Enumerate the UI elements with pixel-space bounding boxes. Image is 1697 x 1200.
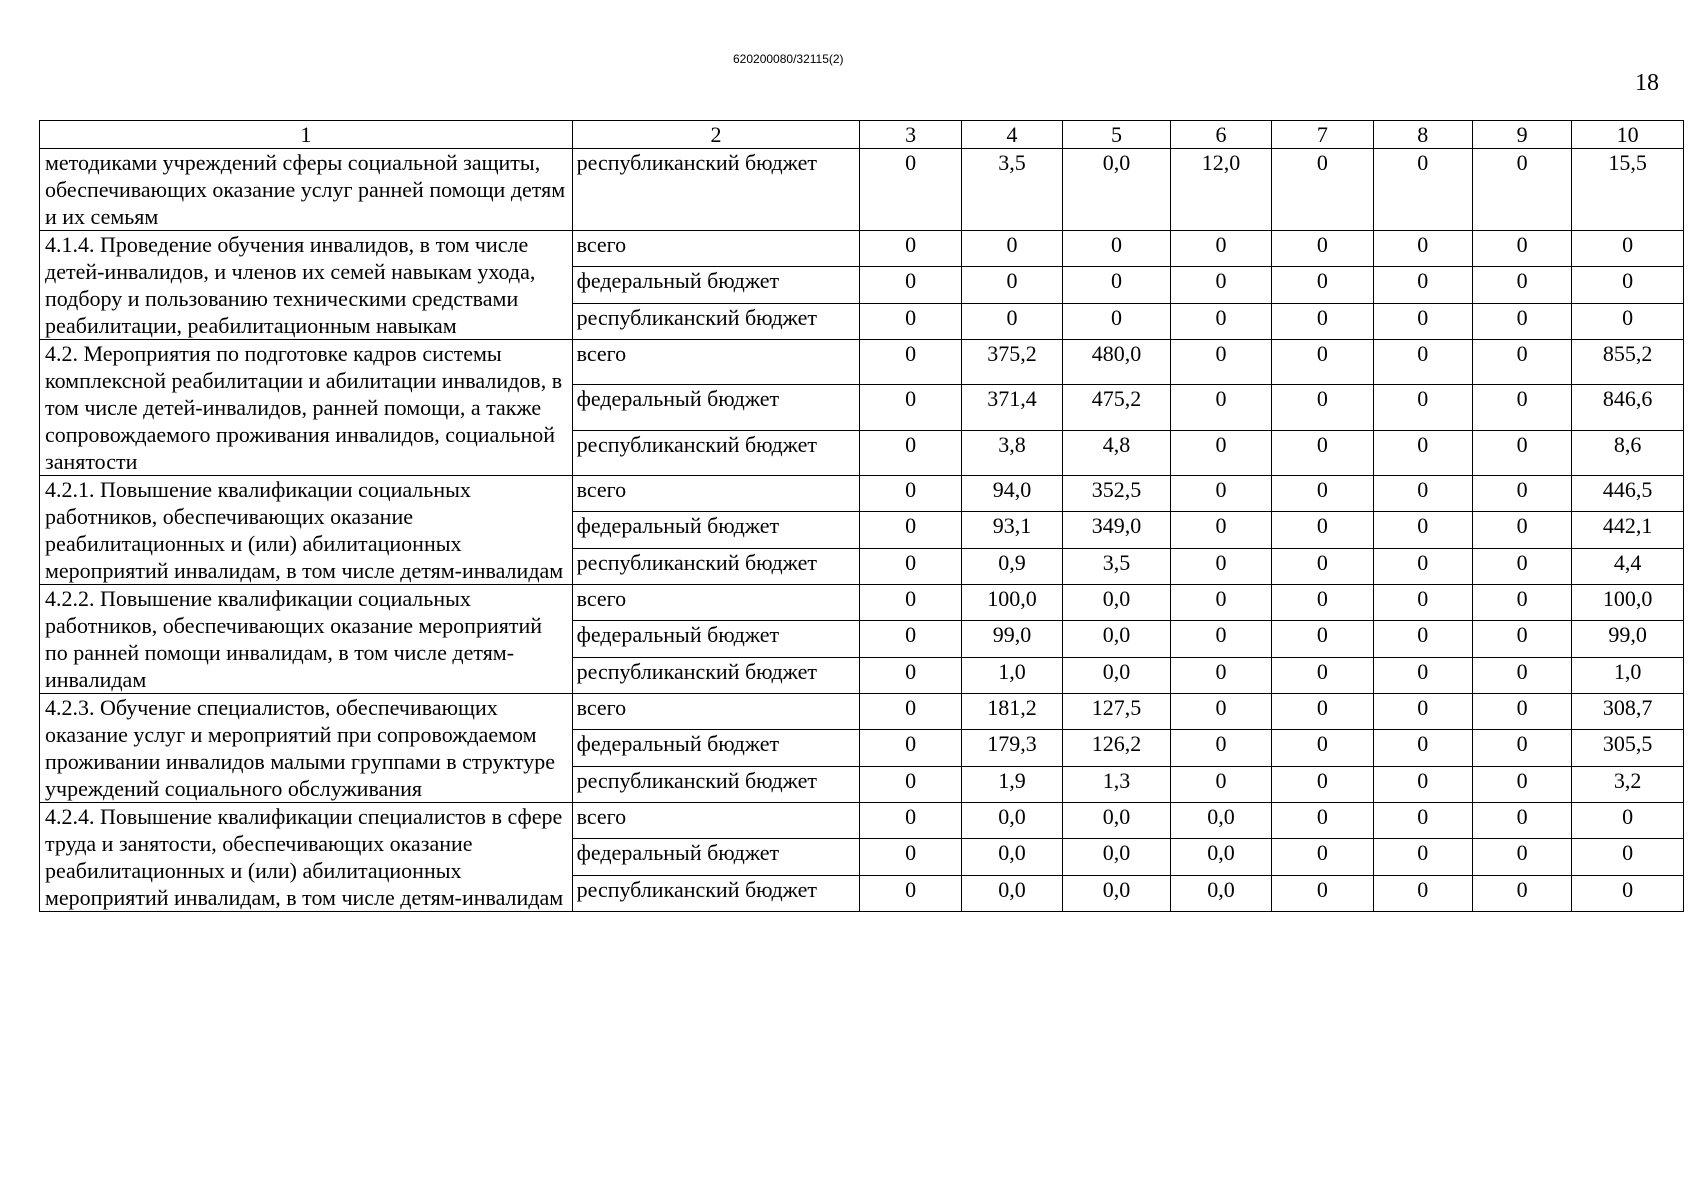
value-cell-col-7: 0 bbox=[1272, 340, 1373, 385]
value-cell-col-4: 100,0 bbox=[961, 585, 1062, 621]
value-cell-col-9: 0 bbox=[1472, 303, 1571, 339]
value-cell-col-5: 480,0 bbox=[1063, 340, 1171, 385]
value-cell-col-4: 93,1 bbox=[961, 512, 1062, 548]
table-row bbox=[40, 476, 1684, 512]
funding-source: федеральный бюджет bbox=[572, 267, 860, 303]
value-cell-col-8: 0 bbox=[1373, 385, 1472, 430]
table-row bbox=[40, 803, 1684, 839]
column-header-7: 7 bbox=[1272, 121, 1373, 149]
measure-description: 4.1.4. Проведение обучения инвалидов, в том числе детей-инвалидов, и членов их семей навыкам ухода, подбору и пользованию техническими средствами реабилитации, реабилитационным навыкам bbox=[40, 231, 573, 340]
value-cell-col-4: 0,9 bbox=[961, 548, 1062, 584]
value-cell-col-3: 0 bbox=[860, 231, 961, 267]
funding-source: всего bbox=[572, 231, 860, 267]
value-cell-col-10: 855,2 bbox=[1572, 340, 1684, 385]
value-cell-col-4: 0,0 bbox=[961, 875, 1062, 911]
value-cell-col-9: 0 bbox=[1472, 512, 1571, 548]
value-cell-col-8: 0 bbox=[1373, 839, 1472, 875]
value-cell-col-5: 3,5 bbox=[1063, 548, 1171, 584]
value-cell-col-9: 0 bbox=[1472, 621, 1571, 657]
value-cell-col-5: 0 bbox=[1063, 303, 1171, 339]
value-cell-col-10: 0 bbox=[1572, 267, 1684, 303]
table-row bbox=[40, 231, 1684, 267]
table-row bbox=[40, 149, 1684, 231]
value-cell-col-6: 0 bbox=[1170, 267, 1271, 303]
value-cell-col-6: 0 bbox=[1170, 766, 1271, 802]
table-row bbox=[40, 585, 1684, 621]
value-cell-col-5: 349,0 bbox=[1063, 512, 1171, 548]
value-cell-col-5: 475,2 bbox=[1063, 385, 1171, 430]
value-cell-col-3: 0 bbox=[860, 430, 961, 475]
value-cell-col-3: 0 bbox=[860, 875, 961, 911]
value-cell-col-6: 0 bbox=[1170, 548, 1271, 584]
funding-source: республиканский бюджет bbox=[572, 766, 860, 802]
document-code: 620200080/32115(2) bbox=[733, 52, 844, 66]
value-cell-col-10: 0 bbox=[1572, 303, 1684, 339]
value-cell-col-10: 0 bbox=[1572, 231, 1684, 267]
value-cell-col-5: 0,0 bbox=[1063, 585, 1171, 621]
value-cell-col-4: 371,4 bbox=[961, 385, 1062, 430]
value-cell-col-8: 0 bbox=[1373, 875, 1472, 911]
value-cell-col-6: 0 bbox=[1170, 512, 1271, 548]
value-cell-col-4: 1,9 bbox=[961, 766, 1062, 802]
measure-description: методиками учреждений сферы социальной защиты, обеспечивающих оказание услуг ранней помощи детям и их семьям bbox=[40, 149, 573, 231]
value-cell-col-3: 0 bbox=[860, 476, 961, 512]
funding-source: республиканский бюджет bbox=[572, 548, 860, 584]
value-cell-col-9: 0 bbox=[1472, 548, 1571, 584]
value-cell-col-9: 0 bbox=[1472, 730, 1571, 766]
value-cell-col-6: 0,0 bbox=[1170, 803, 1271, 839]
value-cell-col-3: 0 bbox=[860, 267, 961, 303]
value-cell-col-8: 0 bbox=[1373, 149, 1472, 231]
value-cell-col-6: 0 bbox=[1170, 340, 1271, 385]
value-cell-col-10: 1,0 bbox=[1572, 657, 1684, 693]
value-cell-col-8: 0 bbox=[1373, 476, 1472, 512]
value-cell-col-6: 0 bbox=[1170, 231, 1271, 267]
value-cell-col-4: 375,2 bbox=[961, 340, 1062, 385]
value-cell-col-3: 0 bbox=[860, 585, 961, 621]
value-cell-col-3: 0 bbox=[860, 766, 961, 802]
column-header-5: 5 bbox=[1063, 121, 1171, 149]
value-cell-col-9: 0 bbox=[1472, 267, 1571, 303]
value-cell-col-6: 0 bbox=[1170, 476, 1271, 512]
measure-description: 4.2.4. Повышение квалификации специалистов в сфере труда и занятости, обеспечивающих оказание реабилитационных и (или) абилитационных мероприятий инвалидам, в том числе детям-инвалидам bbox=[40, 803, 573, 912]
funding-source: всего bbox=[572, 803, 860, 839]
value-cell-col-9: 0 bbox=[1472, 839, 1571, 875]
funding-source: республиканский бюджет bbox=[572, 657, 860, 693]
value-cell-col-5: 0 bbox=[1063, 267, 1171, 303]
value-cell-col-9: 0 bbox=[1472, 766, 1571, 802]
value-cell-col-3: 0 bbox=[860, 548, 961, 584]
value-cell-col-8: 0 bbox=[1373, 803, 1472, 839]
value-cell-col-9: 0 bbox=[1472, 430, 1571, 475]
value-cell-col-6: 0 bbox=[1170, 621, 1271, 657]
value-cell-col-5: 127,5 bbox=[1063, 694, 1171, 730]
value-cell-col-7: 0 bbox=[1272, 512, 1373, 548]
value-cell-col-10: 15,5 bbox=[1572, 149, 1684, 231]
value-cell-col-3: 0 bbox=[860, 303, 961, 339]
funding-source: республиканский бюджет bbox=[572, 303, 860, 339]
value-cell-col-7: 0 bbox=[1272, 303, 1373, 339]
value-cell-col-5: 0,0 bbox=[1063, 149, 1171, 231]
value-cell-col-10: 0 bbox=[1572, 875, 1684, 911]
value-cell-col-3: 0 bbox=[860, 149, 961, 231]
value-cell-col-4: 0 bbox=[961, 231, 1062, 267]
value-cell-col-10: 0 bbox=[1572, 839, 1684, 875]
value-cell-col-5: 0,0 bbox=[1063, 621, 1171, 657]
value-cell-col-3: 0 bbox=[860, 621, 961, 657]
value-cell-col-6: 0 bbox=[1170, 585, 1271, 621]
value-cell-col-4: 1,0 bbox=[961, 657, 1062, 693]
value-cell-col-7: 0 bbox=[1272, 267, 1373, 303]
value-cell-col-7: 0 bbox=[1272, 621, 1373, 657]
value-cell-col-6: 0 bbox=[1170, 385, 1271, 430]
value-cell-col-9: 0 bbox=[1472, 385, 1571, 430]
value-cell-col-7: 0 bbox=[1272, 149, 1373, 231]
column-header-8: 8 bbox=[1373, 121, 1472, 149]
value-cell-col-3: 0 bbox=[860, 385, 961, 430]
funding-source: республиканский бюджет bbox=[572, 875, 860, 911]
funding-source: федеральный бюджет bbox=[572, 621, 860, 657]
value-cell-col-6: 0 bbox=[1170, 303, 1271, 339]
value-cell-col-10: 3,2 bbox=[1572, 766, 1684, 802]
value-cell-col-9: 0 bbox=[1472, 476, 1571, 512]
value-cell-col-6: 0 bbox=[1170, 430, 1271, 475]
column-header-4: 4 bbox=[961, 121, 1062, 149]
value-cell-col-3: 0 bbox=[860, 512, 961, 548]
value-cell-col-5: 0,0 bbox=[1063, 803, 1171, 839]
header-row bbox=[40, 121, 1684, 149]
value-cell-col-10: 846,6 bbox=[1572, 385, 1684, 430]
value-cell-col-8: 0 bbox=[1373, 548, 1472, 584]
value-cell-col-3: 0 bbox=[860, 340, 961, 385]
value-cell-col-5: 126,2 bbox=[1063, 730, 1171, 766]
value-cell-col-8: 0 bbox=[1373, 340, 1472, 385]
value-cell-col-6: 0 bbox=[1170, 730, 1271, 766]
value-cell-col-7: 0 bbox=[1272, 430, 1373, 475]
value-cell-col-4: 3,5 bbox=[961, 149, 1062, 231]
value-cell-col-9: 0 bbox=[1472, 694, 1571, 730]
value-cell-col-6: 0,0 bbox=[1170, 875, 1271, 911]
value-cell-col-7: 0 bbox=[1272, 875, 1373, 911]
value-cell-col-5: 0 bbox=[1063, 231, 1171, 267]
column-header-9: 9 bbox=[1472, 121, 1571, 149]
value-cell-col-4: 3,8 bbox=[961, 430, 1062, 475]
value-cell-col-10: 99,0 bbox=[1572, 621, 1684, 657]
value-cell-col-4: 179,3 bbox=[961, 730, 1062, 766]
value-cell-col-5: 1,3 bbox=[1063, 766, 1171, 802]
value-cell-col-7: 0 bbox=[1272, 730, 1373, 766]
value-cell-col-5: 4,8 bbox=[1063, 430, 1171, 475]
value-cell-col-3: 0 bbox=[860, 730, 961, 766]
value-cell-col-10: 442,1 bbox=[1572, 512, 1684, 548]
page-number: 18 bbox=[1635, 70, 1659, 96]
value-cell-col-10: 4,4 bbox=[1572, 548, 1684, 584]
value-cell-col-4: 99,0 bbox=[961, 621, 1062, 657]
value-cell-col-6: 0 bbox=[1170, 694, 1271, 730]
value-cell-col-5: 0,0 bbox=[1063, 839, 1171, 875]
value-cell-col-9: 0 bbox=[1472, 149, 1571, 231]
funding-source: всего bbox=[572, 694, 860, 730]
value-cell-col-7: 0 bbox=[1272, 839, 1373, 875]
value-cell-col-9: 0 bbox=[1472, 585, 1571, 621]
value-cell-col-8: 0 bbox=[1373, 657, 1472, 693]
value-cell-col-4: 0,0 bbox=[961, 839, 1062, 875]
value-cell-col-10: 0 bbox=[1572, 803, 1684, 839]
value-cell-col-5: 0,0 bbox=[1063, 875, 1171, 911]
value-cell-col-5: 0,0 bbox=[1063, 657, 1171, 693]
value-cell-col-8: 0 bbox=[1373, 694, 1472, 730]
value-cell-col-7: 0 bbox=[1272, 585, 1373, 621]
value-cell-col-6: 0,0 bbox=[1170, 839, 1271, 875]
value-cell-col-7: 0 bbox=[1272, 385, 1373, 430]
measure-description: 4.2.1. Повышение квалификации социальных работников, обеспечивающих оказание реабилитационных и (или) абилитационных мероприятий инвалидам, в том числе детям-инвалидам bbox=[40, 476, 573, 585]
value-cell-col-9: 0 bbox=[1472, 657, 1571, 693]
funding-source: всего bbox=[572, 585, 860, 621]
funding-source: республиканский бюджет bbox=[572, 149, 860, 231]
value-cell-col-8: 0 bbox=[1373, 512, 1472, 548]
value-cell-col-9: 0 bbox=[1472, 875, 1571, 911]
value-cell-col-3: 0 bbox=[860, 657, 961, 693]
funding-source: республиканский бюджет bbox=[572, 430, 860, 475]
measure-description: 4.2.3. Обучение специалистов, обеспечивающих оказание услуг и мероприятий при сопровождаемом проживании инвалидов малыми группами в структуре учреждений социального обслуживания bbox=[40, 694, 573, 803]
value-cell-col-6: 12,0 bbox=[1170, 149, 1271, 231]
value-cell-col-10: 308,7 bbox=[1572, 694, 1684, 730]
measure-description: 4.2. Мероприятия по подготовке кадров системы комплексной реабилитации и абилитации инвалидов, в том числе детей-инвалидов, ранней помощи, а также сопровождаемого проживания инвалидов, социальной занятости bbox=[40, 340, 573, 476]
funding-source: всего bbox=[572, 476, 860, 512]
value-cell-col-7: 0 bbox=[1272, 657, 1373, 693]
value-cell-col-8: 0 bbox=[1373, 730, 1472, 766]
value-cell-col-9: 0 bbox=[1472, 231, 1571, 267]
value-cell-col-8: 0 bbox=[1373, 430, 1472, 475]
value-cell-col-4: 94,0 bbox=[961, 476, 1062, 512]
column-header-3: 3 bbox=[860, 121, 961, 149]
funding-source: федеральный бюджет bbox=[572, 839, 860, 875]
value-cell-col-10: 100,0 bbox=[1572, 585, 1684, 621]
value-cell-col-3: 0 bbox=[860, 694, 961, 730]
column-header-2: 2 bbox=[572, 121, 860, 149]
value-cell-col-5: 352,5 bbox=[1063, 476, 1171, 512]
value-cell-col-4: 181,2 bbox=[961, 694, 1062, 730]
table-body bbox=[40, 149, 1684, 912]
table-row bbox=[40, 340, 1684, 385]
value-cell-col-6: 0 bbox=[1170, 657, 1271, 693]
value-cell-col-4: 0,0 bbox=[961, 803, 1062, 839]
value-cell-col-9: 0 bbox=[1472, 803, 1571, 839]
value-cell-col-7: 0 bbox=[1272, 694, 1373, 730]
value-cell-col-8: 0 bbox=[1373, 621, 1472, 657]
funding-source: федеральный бюджет bbox=[572, 730, 860, 766]
table-row bbox=[40, 694, 1684, 730]
funding-source: федеральный бюджет bbox=[572, 385, 860, 430]
column-header-1: 1 bbox=[40, 121, 573, 149]
value-cell-col-8: 0 bbox=[1373, 303, 1472, 339]
value-cell-col-7: 0 bbox=[1272, 766, 1373, 802]
value-cell-col-7: 0 bbox=[1272, 803, 1373, 839]
value-cell-col-7: 0 bbox=[1272, 231, 1373, 267]
column-header-10: 10 bbox=[1572, 121, 1684, 149]
value-cell-col-8: 0 bbox=[1373, 231, 1472, 267]
value-cell-col-10: 446,5 bbox=[1572, 476, 1684, 512]
value-cell-col-3: 0 bbox=[860, 803, 961, 839]
funding-source: федеральный бюджет bbox=[572, 512, 860, 548]
value-cell-col-7: 0 bbox=[1272, 476, 1373, 512]
column-header-6: 6 bbox=[1170, 121, 1271, 149]
value-cell-col-10: 305,5 bbox=[1572, 730, 1684, 766]
value-cell-col-4: 0 bbox=[961, 303, 1062, 339]
value-cell-col-7: 0 bbox=[1272, 548, 1373, 584]
value-cell-col-9: 0 bbox=[1472, 340, 1571, 385]
value-cell-col-10: 8,6 bbox=[1572, 430, 1684, 475]
budget-table bbox=[39, 120, 1684, 912]
value-cell-col-8: 0 bbox=[1373, 585, 1472, 621]
value-cell-col-8: 0 bbox=[1373, 766, 1472, 802]
funding-source: всего bbox=[572, 340, 860, 385]
measure-description: 4.2.2. Повышение квалификации социальных работников, обеспечивающих оказание мероприятий по ранней помощи инвалидам, в том числе детям-инвалидам bbox=[40, 585, 573, 694]
value-cell-col-4: 0 bbox=[961, 267, 1062, 303]
value-cell-col-3: 0 bbox=[860, 839, 961, 875]
value-cell-col-8: 0 bbox=[1373, 267, 1472, 303]
